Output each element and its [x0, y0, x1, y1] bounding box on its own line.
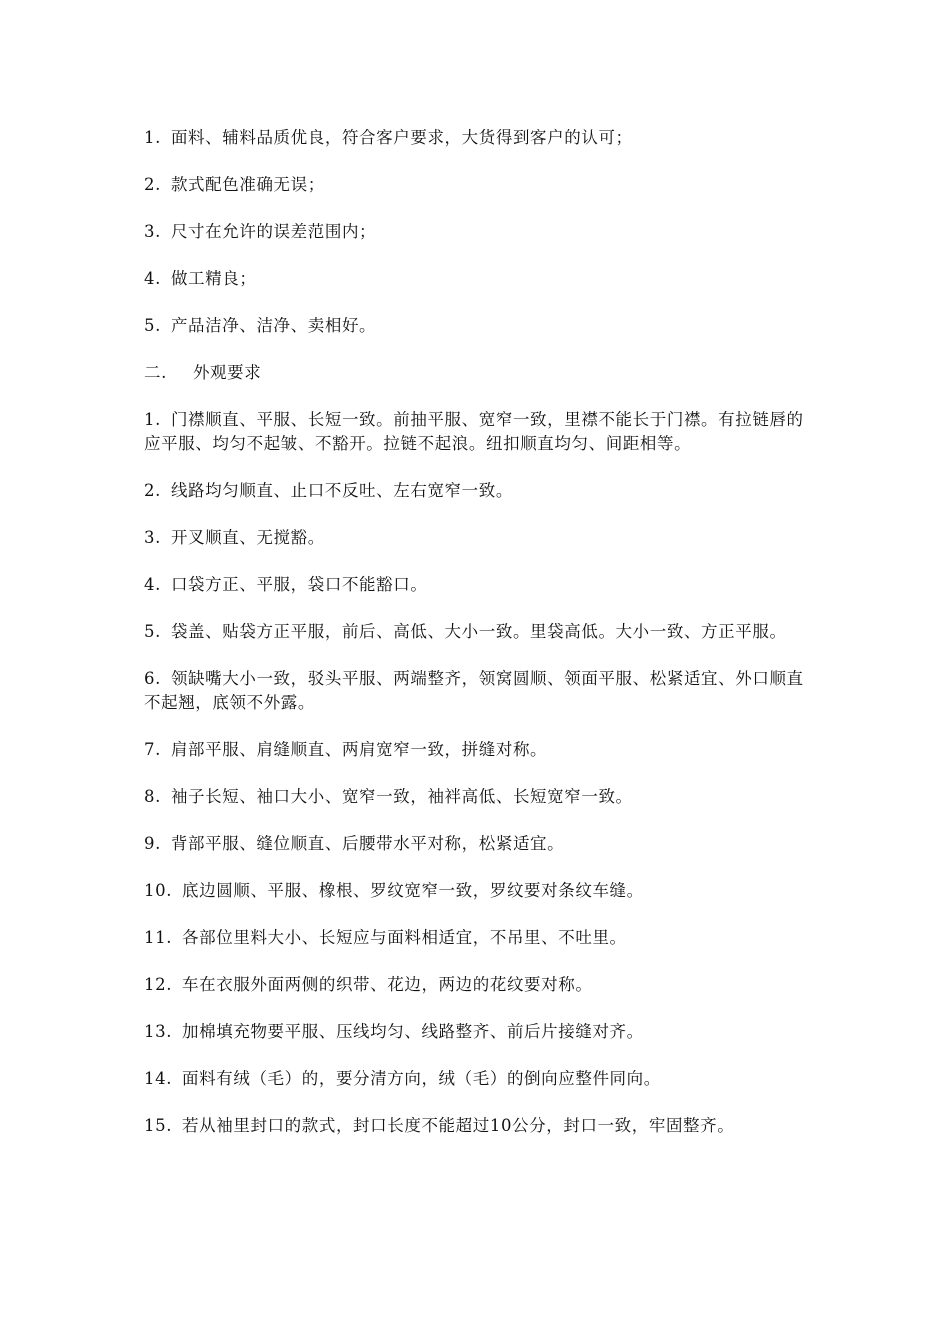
list-item	[144, 1067, 810, 1091]
list-item	[144, 479, 810, 503]
list-item	[144, 620, 810, 644]
item-text: 面料、辅料品质优良，符合客户要求，大货得到客户的认可；	[170, 128, 633, 147]
item-number: 12.	[144, 975, 173, 994]
list-item	[144, 879, 810, 903]
item-number: 3.	[144, 222, 161, 241]
list-item	[144, 1114, 810, 1138]
item-number: 6.	[144, 669, 161, 688]
item-number: 10.	[144, 881, 173, 900]
item-text: 袋盖、贴袋方正平服，前后、高低、大小一致。里袋高低。大小一致、方正平服。	[170, 622, 787, 641]
list-item	[144, 526, 810, 550]
item-number: 1.	[144, 410, 161, 429]
item-text: 袖子长短、袖口大小、宽窄一致，袖袢高低、长短宽窄一致。	[170, 787, 633, 806]
section-heading	[144, 361, 810, 385]
item-text: 产品洁净、洁净、卖相好。	[170, 316, 377, 335]
item-text: 尺寸在允许的误差范围内；	[170, 222, 377, 241]
list-item	[144, 832, 810, 856]
list-item	[144, 785, 810, 809]
list-item	[144, 926, 810, 950]
list-item	[144, 173, 810, 197]
item-text: 肩部平服、肩缝顺直、两肩宽窄一致，拼缝对称。	[170, 740, 548, 759]
item-number: 2.	[144, 175, 161, 194]
item-text: 各部位里料大小、长短应与面料相适宜，不吊里、不吐里。	[182, 928, 627, 947]
item-number: 8.	[144, 787, 161, 806]
item-number: 5.	[144, 622, 161, 641]
item-text: 车在衣服外面两侧的织带、花边，两边的花纹要对称。	[182, 975, 593, 994]
item-number: 11.	[144, 928, 173, 947]
item-number: 5.	[144, 316, 161, 335]
item-text: 面料有绒（毛）的，要分清方向，绒（毛）的倒向应整件同向。	[182, 1069, 661, 1088]
list-item	[144, 573, 810, 597]
item-number: 4.	[144, 575, 161, 594]
item-number: 3.	[144, 528, 161, 547]
item-text: 线路均匀顺直、止口不反吐、左右宽窄一致。	[170, 481, 513, 500]
list-item	[144, 738, 810, 762]
item-number: 7.	[144, 740, 161, 759]
item-number: 15.	[144, 1116, 173, 1135]
list-item	[144, 667, 810, 715]
item-number: 4.	[144, 269, 161, 288]
item-number: 13.	[144, 1022, 173, 1041]
item-text: 口袋方正、平服，袋口不能豁口。	[170, 575, 428, 594]
item-number: 14.	[144, 1069, 173, 1088]
item-text: 加棉填充物要平服、压线均匀、线路整齐、前后片接缝对齐。	[182, 1022, 644, 1041]
item-text: 领缺嘴大小一致，驳头平服、两端整齐，领窝圆顺、领面平服、松紧适宜、外口顺直不起翘，底领不外露。	[144, 669, 804, 712]
item-number: 1.	[144, 128, 161, 147]
list-item	[144, 314, 810, 338]
list-item	[144, 1020, 810, 1044]
item-text: 做工精良；	[170, 269, 257, 288]
item-text: 背部平服、缝位顺直、后腰带水平对称，松紧适宜。	[170, 834, 565, 853]
list-item	[144, 973, 810, 997]
item-text: 底边圆顺、平服、橡根、罗纹宽窄一致，罗纹要对条纹车缝。	[182, 881, 644, 900]
item-text: 门襟顺直、平服、长短一致。前抽平服、宽窄一致，里襟不能长于门襟。有拉链唇的应平服、均匀不起皱、不豁开。拉链不起浪。纽扣顺直均匀、间距相等。	[144, 410, 804, 453]
item-number: 2.	[144, 481, 161, 500]
section-number: 二.	[144, 363, 167, 382]
list-item	[144, 408, 810, 456]
item-text: 开叉顺直、无搅豁。	[170, 528, 325, 547]
list-item	[144, 220, 810, 244]
item-text: 若从袖里封口的款式，封口长度不能超过10公分，封口一致，牢固整齐。	[182, 1116, 735, 1135]
list-item	[144, 126, 810, 150]
item-number: 9.	[144, 834, 161, 853]
section-title: 外观要求	[192, 363, 262, 382]
list-item	[144, 267, 810, 291]
item-text: 款式配色准确无误；	[170, 175, 325, 194]
